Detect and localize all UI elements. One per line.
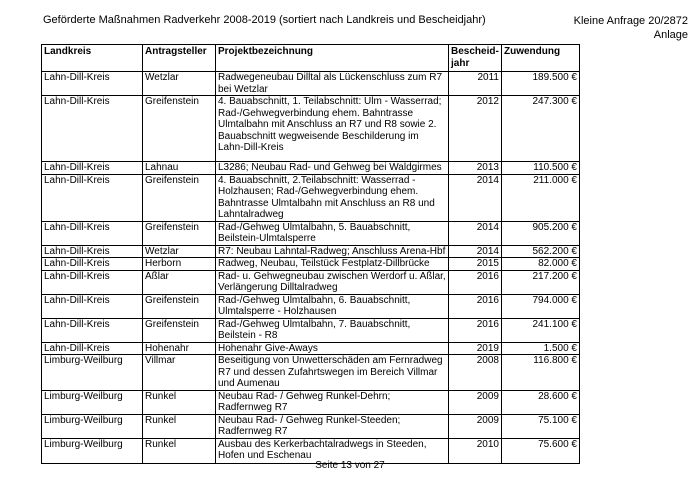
table-row [42,221,580,245]
landkreis-cell: Lahn-Dill-Kreis [42,270,143,294]
zuwendung-cell: 189.500 € [502,72,580,96]
projekt-cell: 4. Bauabschnitt, 1. Teilabschnitt: Ulm - Wasserrad; Rad-/Gehwegverbindung ehem. Bahntrasse Ulmtalbahn mit Anschluss an R7 und R8 sowie 2. Bauabschnitt wegweisende Beschilderung im Lahn-Dill-Kreis [216,96,449,162]
antragsteller-cell: Runkel [143,438,216,463]
zuwendung-cell: 110.500 € [502,162,580,175]
projekt-cell: L3286; Neubau Rad- und Gehweg bei Waldgirmes [216,162,449,175]
antragsteller-cell: Greifenstein [143,294,216,318]
table-row [42,318,580,342]
zuwendung-cell: 241.100 € [502,318,580,342]
antragsteller-cell: Greifenstein [143,221,216,245]
projekt-cell: Ausbau des Kerkerbachtalradwegs in Steeden, Hofen und Eschenau [216,438,449,463]
column-header-jahr: Bescheid-jahr [449,45,502,72]
table-row [42,96,580,162]
jahr-cell: 2014 [449,221,502,245]
document-title: Geförderte Maßnahmen Radverkehr 2008-2019 (sortiert nach Landkreis und Bescheidjahr) [43,14,486,26]
projekt-cell: Neubau Rad- / Gehweg Runkel-Steeden; Radfernweg R7 [216,414,449,438]
table-row [42,162,580,175]
antragsteller-cell: Lahnau [143,162,216,175]
table-row [42,258,580,271]
jahr-cell: 2009 [449,414,502,438]
antragsteller-cell: Runkel [143,390,216,414]
zuwendung-cell: 28.600 € [502,390,580,414]
antragsteller-cell: Wetzlar [143,245,216,258]
jahr-cell: 2009 [449,390,502,414]
column-header-projekt: Projektbezeichnung [216,45,449,72]
antragsteller-cell: Runkel [143,414,216,438]
projekt-cell: Rad-/Gehweg Ulmtalbahn, 5. Bauabschnitt, Beilstein-Ulmtalsperre [216,221,449,245]
landkreis-cell: Limburg-Weilburg [42,390,143,414]
table-header-row [42,45,580,72]
landkreis-cell: Limburg-Weilburg [42,414,143,438]
landkreis-cell: Lahn-Dill-Kreis [42,245,143,258]
projekt-cell: R7: Neubau Lahntal-Radweg; Anschluss Arena-Hbf [216,245,449,258]
jahr-cell: 2012 [449,96,502,162]
landkreis-cell: Lahn-Dill-Kreis [42,72,143,96]
zuwendung-cell: 211.000 € [502,174,580,221]
zuwendung-cell: 75.100 € [502,414,580,438]
zuwendung-cell: 905.200 € [502,221,580,245]
zuwendung-cell: 82.000 € [502,258,580,271]
zuwendung-cell: 217.200 € [502,270,580,294]
antragsteller-cell: Aßlar [143,270,216,294]
landkreis-cell: Lahn-Dill-Kreis [42,318,143,342]
landkreis-cell: Lahn-Dill-Kreis [42,294,143,318]
projekt-cell: Hohenahr Give-Aways [216,342,449,355]
jahr-cell: 2008 [449,355,502,391]
table-row [42,414,580,438]
zuwendung-cell: 794.000 € [502,294,580,318]
landkreis-cell: Lahn-Dill-Kreis [42,221,143,245]
projekt-cell: Rad-/Gehweg Ulmtalbahn, 6. Bauabschnitt, Ulmtalsperre - Holzhausen [216,294,449,318]
landkreis-cell: Lahn-Dill-Kreis [42,342,143,355]
jahr-cell: 2013 [449,162,502,175]
jahr-cell: 2010 [449,438,502,463]
zuwendung-cell: 116.800 € [502,355,580,391]
landkreis-cell: Lahn-Dill-Kreis [42,174,143,221]
antragsteller-cell: Greifenstein [143,174,216,221]
antragsteller-cell: Greifenstein [143,96,216,162]
landkreis-cell: Lahn-Dill-Kreis [42,258,143,271]
jahr-cell: 2016 [449,294,502,318]
table-row [42,245,580,258]
jahr-cell: 2016 [449,318,502,342]
antragsteller-cell: Hohenahr [143,342,216,355]
antragsteller-cell: Wetzlar [143,72,216,96]
antragsteller-cell: Herborn [143,258,216,271]
document-reference [574,14,688,42]
projekt-cell: Rad- u. Gehwegneubau zwischen Werdorf u. Aßlar, Verlängerung Dilltalradweg [216,270,449,294]
landkreis-cell: Lahn-Dill-Kreis [42,162,143,175]
jahr-cell: 2016 [449,270,502,294]
jahr-cell: 2019 [449,342,502,355]
projekt-cell: Neubau Rad- / Gehweg Runkel-Dehrn; Radfernweg R7 [216,390,449,414]
jahr-cell: 2014 [449,245,502,258]
table-row [42,174,580,221]
reference-line: Kleine Anfrage 20/2872 [573,15,688,27]
table-row [42,342,580,355]
table-row [42,270,580,294]
zuwendung-cell: 1.500 € [502,342,580,355]
table-row [42,294,580,318]
zuwendung-cell: 247.300 € [502,96,580,162]
column-header-antragsteller: Antragsteller [143,45,216,72]
projekt-cell: 4. Bauabschnitt, 2.Teilabschnitt: Wasserrad - Holzhausen; Rad-/Gehwegverbindung ehem. Bahntrasse Ulmtalbahn mit Anschluss an R8 und Lahntalradweg [216,174,449,221]
jahr-cell: 2014 [449,174,502,221]
antragsteller-cell: Villmar [143,355,216,391]
column-header-landkreis: Landkreis [42,45,143,72]
landkreis-cell: Limburg-Weilburg [42,438,143,463]
projekt-cell: Beseitigung von Unwetterschäden am Fernradweg R7 und dessen Zufahrtswegen im Bereich Villmar und Aumenau [216,355,449,391]
zuwendung-cell: 75.600 € [502,438,580,463]
jahr-cell: 2011 [449,72,502,96]
landkreis-cell: Lahn-Dill-Kreis [42,96,143,162]
column-header-zuwendung: Zuwendung [502,45,580,72]
projekt-cell: Rad-/Gehweg Ulmtalbahn, 7. Bauabschnitt, Beilstein - R8 [216,318,449,342]
projekt-cell: Radweg, Neubau, Teilstück Festplatz-Dillbrücke [216,258,449,271]
funding-table [41,44,580,464]
table-row [42,355,580,391]
zuwendung-cell: 562.200 € [502,245,580,258]
table-row [42,72,580,96]
table-row [42,390,580,414]
annex-label: Anlage [653,29,688,41]
jahr-cell: 2015 [449,258,502,271]
projekt-cell: Radwegeneubau Dilltal als Lückenschluss zum R7 bei Wetzlar [216,72,449,96]
landkreis-cell: Limburg-Weilburg [42,355,143,391]
page-number: Seite 13 von 27 [315,460,385,471]
antragsteller-cell: Greifenstein [143,318,216,342]
